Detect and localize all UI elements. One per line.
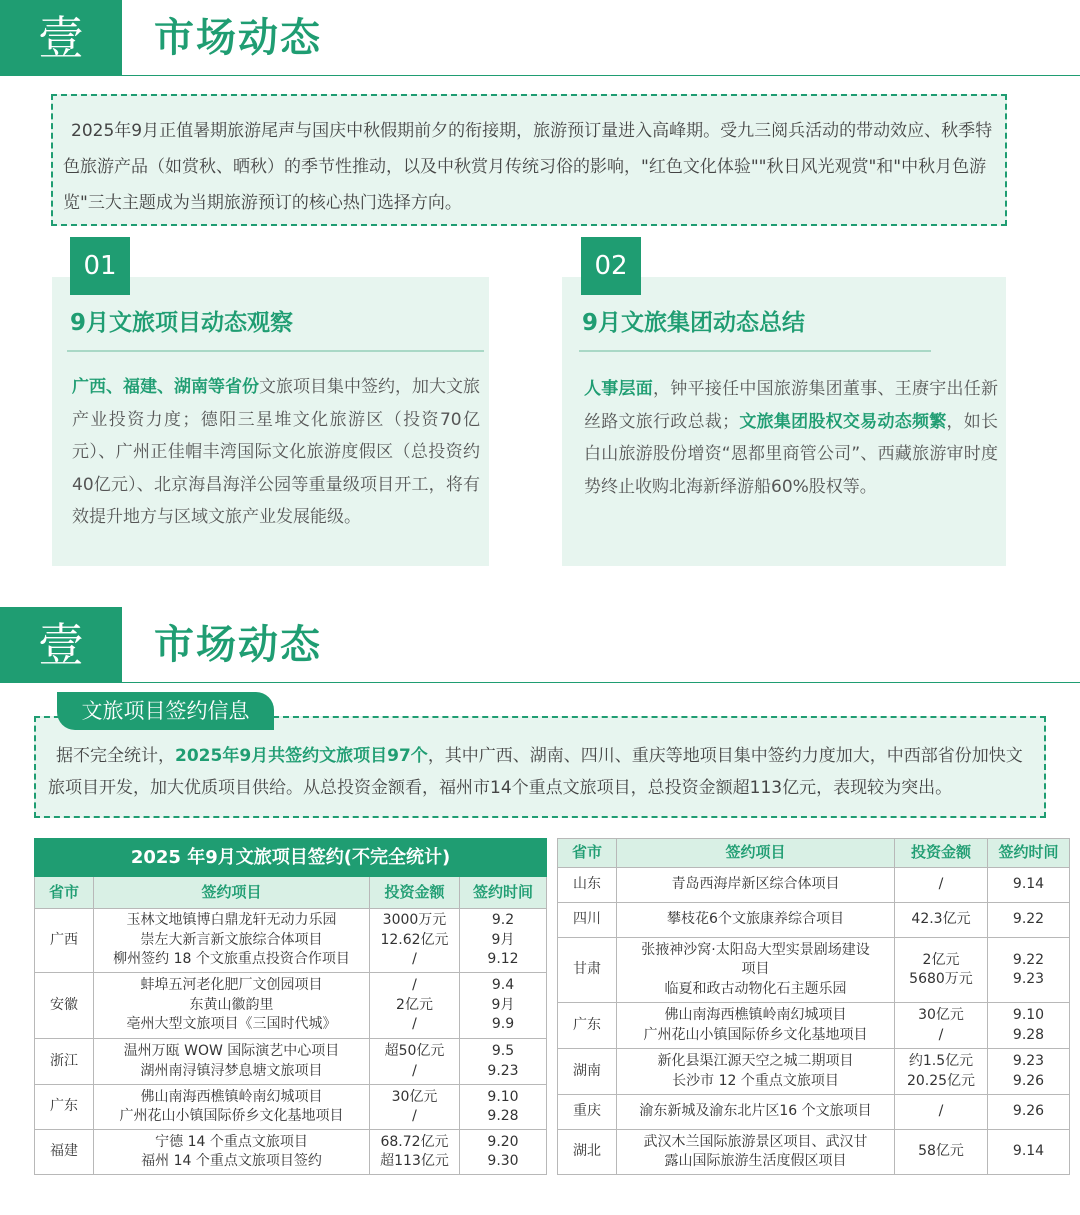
card1-highlight: 广西、福建、湖南等省份 xyxy=(72,377,259,397)
section2-intro-box xyxy=(34,716,1046,818)
table-left-header-project: 签约项目 xyxy=(94,877,370,909)
cell-date: 9.22 xyxy=(988,903,1070,938)
cell-projects: 佛山南海西樵镇岭南幻城项目 广州花山小镇国际侨乡文化基地项目 xyxy=(94,1085,370,1130)
cell-date: 9.5 9.23 xyxy=(460,1039,547,1085)
table-right-header-amount: 投资金额 xyxy=(895,839,988,868)
cell-amount: 42.3亿元 xyxy=(895,903,988,938)
cell-projects: 渝东新城及渝东北片区16 个文旅项目 xyxy=(617,1095,895,1130)
card1-title: 9月文旅项目动态观察 xyxy=(70,310,294,336)
cell-date: 9.22 9.23 xyxy=(988,938,1070,1003)
cell-projects: 宁德 14 个重点文旅项目 福州 14 个重点文旅项目签约 xyxy=(94,1130,370,1175)
cell-date: 9.4 9月 9.9 xyxy=(460,973,547,1039)
card1-divider xyxy=(67,350,484,352)
card2-text-personnel: ，钟平接任中国旅游集团董事、王赓宇出任新丝路文旅行政总裁； xyxy=(584,379,999,432)
cell-date: 9.14 xyxy=(988,868,1070,903)
cell-projects: 武汉木兰国际旅游景区项目、武汉甘 露山国际旅游生活度假区项目 xyxy=(617,1130,895,1175)
section1-intro-text: 2025年9月正值暑期旅游尾声与国庆中秋假期前夕的衔接期，旅游预订量进入高峰期。受九三阅兵活动的带动效应、秋季特色旅游产品（如赏秋、晒秋）的季节性推动，以及中秋赏月传统习俗的影响，"红色文化体验""秋日风光观赏"和"中秋月色游览"三大主题成为当期旅游预订的核心热门选择方向。 xyxy=(63,121,993,213)
cell-amount: 30亿元 / xyxy=(370,1085,460,1130)
table-row xyxy=(558,868,1070,903)
table-row xyxy=(35,973,547,1039)
card2-body xyxy=(584,373,998,503)
section1-title: 市场动态 xyxy=(154,15,322,61)
signing-table-left xyxy=(34,838,547,1175)
section2-divider xyxy=(122,682,1080,683)
cell-province: 广西 xyxy=(35,909,94,973)
signing-table-right xyxy=(557,838,1070,1175)
card-project-dynamics xyxy=(52,251,489,566)
cell-province: 四川 xyxy=(558,903,617,938)
table-right-header-province: 省市 xyxy=(558,839,617,868)
card2-title: 9月文旅集团动态总结 xyxy=(582,310,806,336)
cell-amount: 约1.5亿元 20.25亿元 xyxy=(895,1049,988,1095)
card1-body xyxy=(72,371,480,534)
cell-date: 9.2 9月 9.12 xyxy=(460,909,547,973)
card-group-dynamics xyxy=(562,251,1006,566)
table-row xyxy=(558,1130,1070,1175)
card2-number: 02 xyxy=(581,237,641,295)
signing-info-tab: 文旅项目签约信息 xyxy=(57,692,274,730)
card2-divider xyxy=(579,350,931,352)
cell-province: 湖北 xyxy=(558,1130,617,1175)
table-row xyxy=(35,1085,547,1130)
cell-projects: 张掖神沙窝·太阳岛大型实景剧场建设 项目 临夏和政古动物化石主题乐园 xyxy=(617,938,895,1003)
cell-province: 安徽 xyxy=(35,973,94,1039)
cell-projects: 新化县渠江源天空之城二期项目 长沙市 12 个重点文旅项目 xyxy=(617,1049,895,1095)
table-left-header-amount: 投资金额 xyxy=(370,877,460,909)
card2-text-equity: ，如长白山旅游股份增资“恩都里商管公司”、西藏旅游审时度势终止收购北海新绎游船60%股权等。 xyxy=(584,411,999,497)
section1-divider xyxy=(122,75,1080,76)
cell-province: 山东 xyxy=(558,868,617,903)
table-left-header-date: 签约时间 xyxy=(460,877,547,909)
cell-amount: 2亿元 5680万元 xyxy=(895,938,988,1003)
card2-highlight-personnel: 人事层面 xyxy=(584,379,654,399)
table-row xyxy=(558,938,1070,1003)
section1-intro-box xyxy=(51,94,1007,226)
section2-header xyxy=(0,607,1080,683)
cell-date: 9.23 9.26 xyxy=(988,1049,1070,1095)
cell-date: 9.14 xyxy=(988,1130,1070,1175)
cell-projects: 攀枝花6个文旅康养综合项目 xyxy=(617,903,895,938)
section1-badge: 壹 xyxy=(0,0,122,76)
table-row xyxy=(558,903,1070,938)
cell-projects: 玉林文地镇博白鼎龙轩无动力乐园 崇左大新言新文旅综合体项目 柳州签约 18 个文旅重点投资合作项目 xyxy=(94,909,370,973)
section2-intro-text: 据不完全统计，2025年9月共签约文旅项目97个，其中广西、湖南、四川、重庆等地项目集中签约力度加大，中西部省份加快文旅项目开发，加大优质项目供给。从总投资金额看，福州市14个重点文旅项目，总投资金额超113亿元，表现较为突出。 xyxy=(48,746,1023,798)
table-row xyxy=(558,1049,1070,1095)
cell-province: 浙江 xyxy=(35,1039,94,1085)
section2-badge: 壹 xyxy=(0,607,122,683)
cell-projects: 温州万瓯 WOW 国际演艺中心项目 湖州南浔镇浔梦息塘文旅项目 xyxy=(94,1039,370,1085)
table-left-caption: 2025 年9月文旅项目签约(不完全统计) xyxy=(35,839,547,877)
table-row xyxy=(558,1003,1070,1049)
cell-province: 湖南 xyxy=(558,1049,617,1095)
cell-amount: 68.72亿元 超113亿元 xyxy=(370,1130,460,1175)
cell-date: 9.10 9.28 xyxy=(460,1085,547,1130)
cell-province: 甘肃 xyxy=(558,938,617,1003)
cell-amount: / xyxy=(895,868,988,903)
section2-title: 市场动态 xyxy=(154,622,322,668)
table-row xyxy=(35,1130,547,1175)
cell-date: 9.26 xyxy=(988,1095,1070,1130)
cell-amount: / xyxy=(895,1095,988,1130)
section1-header xyxy=(0,0,1080,76)
cell-amount: 3000万元 12.62亿元 / xyxy=(370,909,460,973)
table-right-header-project: 签约项目 xyxy=(617,839,895,868)
cell-province: 重庆 xyxy=(558,1095,617,1130)
cell-projects: 青岛西海岸新区综合体项目 xyxy=(617,868,895,903)
card1-text: 文旅项目集中签约，加大文旅产业投资力度；德阳三星堆文化旅游区（投资70亿元）、广州正佳帽丰湾国际文化旅游度假区（总投资约40亿元）、北京海昌海洋公园等重量级项目开工，将有效提升地方与区域文旅产业发展能级。 xyxy=(72,377,480,527)
cell-amount: 58亿元 xyxy=(895,1130,988,1175)
cell-province: 广东 xyxy=(35,1085,94,1130)
cell-amount: / 2亿元 / xyxy=(370,973,460,1039)
table-row xyxy=(35,1039,547,1085)
table-row xyxy=(558,1095,1070,1130)
cell-date: 9.10 9.28 xyxy=(988,1003,1070,1049)
section2-intro-bold: 2025年9月共签约文旅项目97个 xyxy=(175,746,428,766)
table-left-header-province: 省市 xyxy=(35,877,94,909)
table-row xyxy=(35,909,547,973)
cell-projects: 佛山南海西樵镇岭南幻城项目 广州花山小镇国际侨乡文化基地项目 xyxy=(617,1003,895,1049)
cell-date: 9.20 9.30 xyxy=(460,1130,547,1175)
table-right-header-date: 签约时间 xyxy=(988,839,1070,868)
card1-number: 01 xyxy=(70,237,130,295)
cell-province: 广东 xyxy=(558,1003,617,1049)
card2-highlight-equity: 文旅集团股权交易动态频繁 xyxy=(739,411,947,432)
cell-amount: 超50亿元 / xyxy=(370,1039,460,1085)
cell-province: 福建 xyxy=(35,1130,94,1175)
cell-projects: 蚌埠五河老化肥厂文创园项目 东黄山徽韵里 亳州大型文旅项目《三国时代城》 xyxy=(94,973,370,1039)
cell-amount: 30亿元 / xyxy=(895,1003,988,1049)
